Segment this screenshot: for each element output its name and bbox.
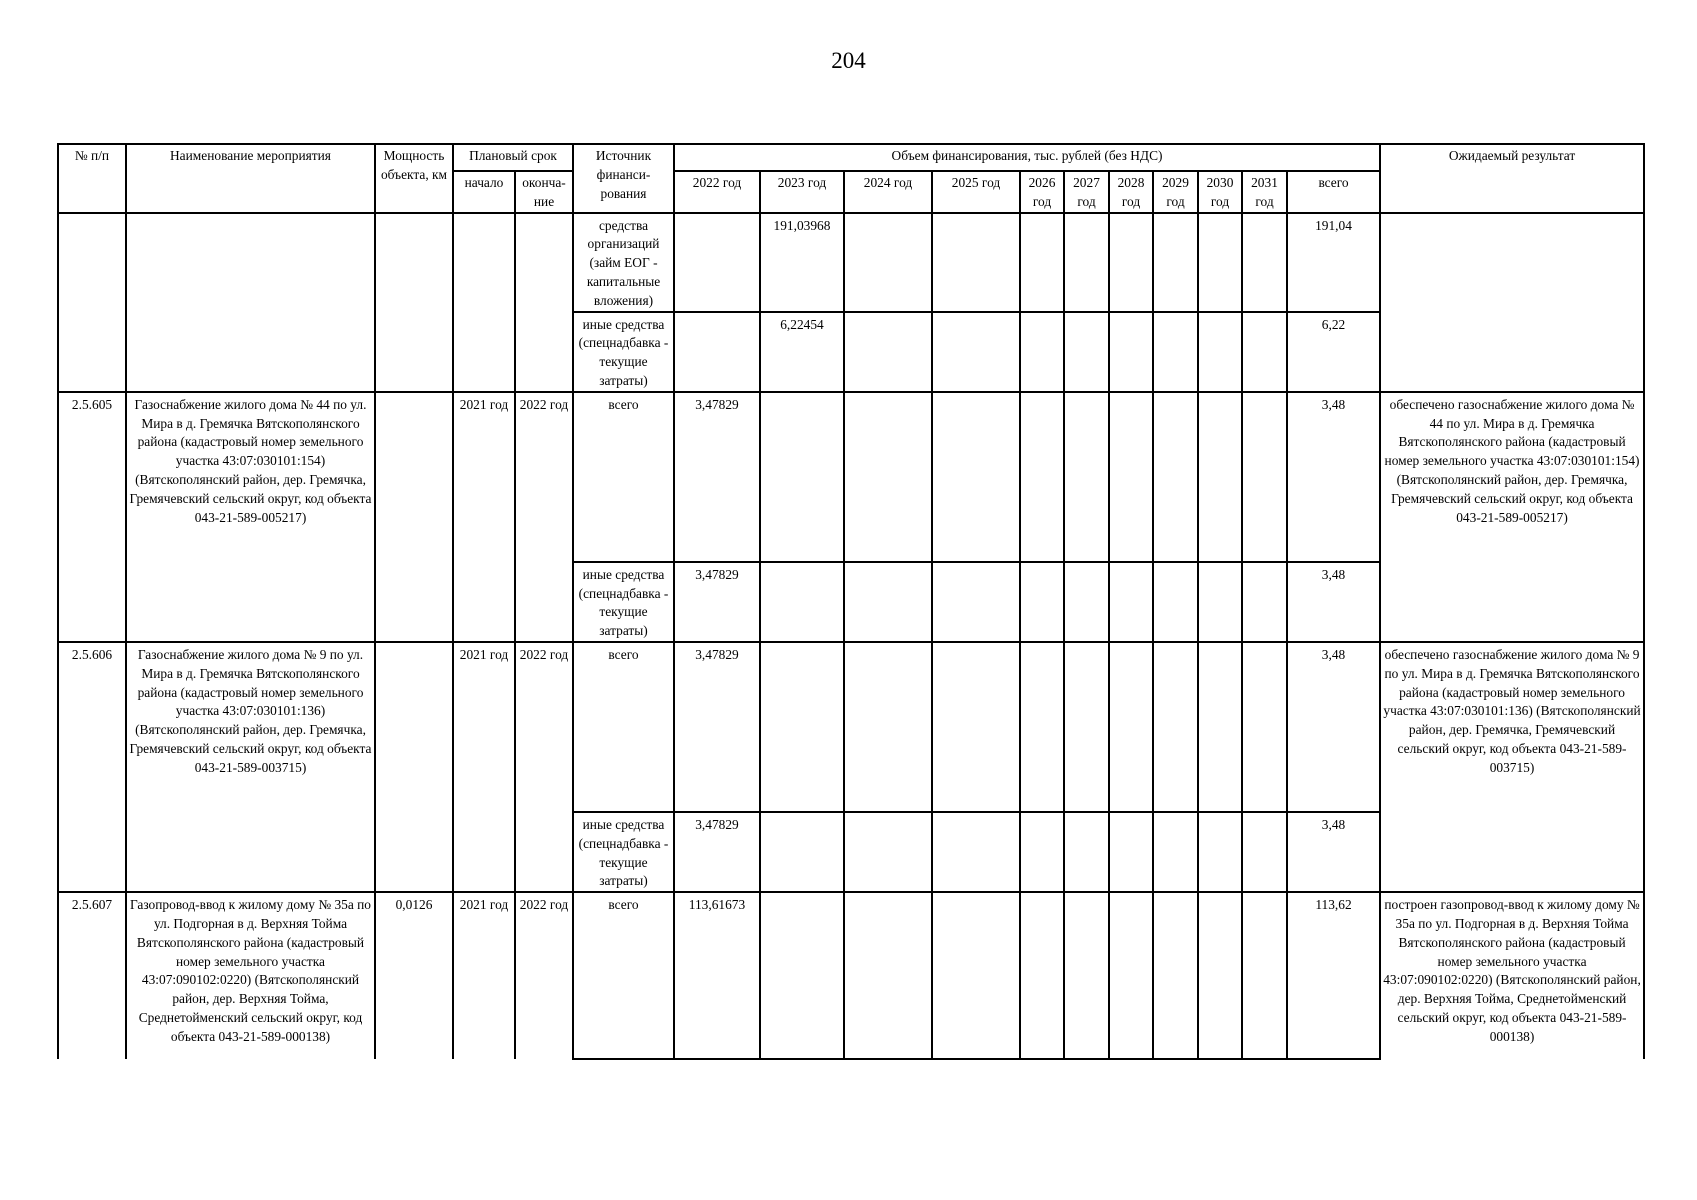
header-year: 2030 год [1198, 171, 1242, 213]
cell-source: средства организаций (займ ЕОГ - капитальные вложения) [573, 213, 674, 312]
cell-total: 6,22 [1287, 312, 1380, 392]
cell-start [453, 213, 515, 392]
cell-total: 3,48 [1287, 642, 1380, 812]
header-result: Ожидаемый результат [1380, 144, 1644, 213]
cell-result [1380, 213, 1644, 392]
cell-power: 0,0126 [375, 892, 453, 1059]
cell-end: 2022 год [515, 642, 573, 892]
cell-total: 3,48 [1287, 812, 1380, 892]
header-end: оконча-ние [515, 171, 573, 213]
cell-source: иные средства (спецнадбавка - текущие затраты) [573, 812, 674, 892]
funding-table [57, 143, 1645, 1060]
table-row [58, 392, 1644, 562]
cell-total: 3,48 [1287, 562, 1380, 642]
header-num: № п/п [58, 144, 126, 213]
header-year: 2023 год [760, 171, 844, 213]
cell-total: 113,62 [1287, 892, 1380, 1059]
cell-source: иные средства (спецнадбавка - текущие затраты) [573, 562, 674, 642]
cell-total: 3,48 [1287, 392, 1380, 562]
cell-end: 2022 год [515, 392, 573, 642]
header-source: Источник финанси-рования [573, 144, 674, 213]
header-year: 2026 год [1020, 171, 1064, 213]
cell-result: обеспечено газоснабжение жилого дома № 44 по ул. Мира в д. Гремячка Вятскополянского района (кадастровый номер земельного участка 43:07:030101:154) (Вятскополянский район, дер. Гремячка, Гремячевский сельский округ, код объекта 043-21-589-005217) [1380, 392, 1644, 642]
cell-2023: 6,22454 [760, 312, 844, 392]
cell-start: 2021 год [453, 642, 515, 892]
header-name: Наименование мероприятия [126, 144, 375, 213]
cell-source: всего [573, 392, 674, 562]
cell-source: иные средства (спецнадбавка - текущие затраты) [573, 312, 674, 392]
cell-2022: 3,47829 [674, 642, 760, 812]
header-period: Плановый срок [453, 144, 573, 171]
cell-total: 191,04 [1287, 213, 1380, 312]
header-power: Мощность объекта, км [375, 144, 453, 213]
cell-name [126, 213, 375, 392]
cell-num [58, 213, 126, 392]
table-row [58, 213, 1644, 312]
cell-2022: 3,47829 [674, 812, 760, 892]
header-year: 2025 год [932, 171, 1020, 213]
cell-num: 2.5.607 [58, 892, 126, 1059]
cell-start: 2021 год [453, 892, 515, 1059]
table-row [58, 642, 1644, 812]
header-year: 2024 год [844, 171, 932, 213]
cell-source: всего [573, 642, 674, 812]
table-row [58, 892, 1644, 1059]
cell-start: 2021 год [453, 392, 515, 642]
header-year: 2029 год [1153, 171, 1198, 213]
cell-2023: 191,03968 [760, 213, 844, 312]
cell-end: 2022 год [515, 892, 573, 1059]
cell-2022 [674, 213, 760, 312]
cell-2022 [674, 312, 760, 392]
cell-name: Газопровод-ввод к жилому дому № 35а по ул. Подгорная в д. Верхняя Тойма Вятскополянского района (кадастровый номер земельного участка 43:07:090102:0220) (Вятскополянский район, дер. Верхняя Тойма, Среднетойменский сельский округ, код объекта 043-21-589-000138) [126, 892, 375, 1059]
header-start: начало [453, 171, 515, 213]
cell-power [375, 213, 453, 392]
cell-result: обеспечено газоснабжение жилого дома № 9 по ул. Мира в д. Гремячка Вятскополянского района (кадастровый номер земельного участка 43:07:030101:136) (Вятскополянский район, дер. Гремячка, Гремячевский сельский округ, код объекта 043-21-589-003715) [1380, 642, 1644, 892]
cell-power [375, 642, 453, 892]
cell-end [515, 213, 573, 392]
cell-name: Газоснабжение жилого дома № 9 по ул. Мира в д. Гремячка Вятскополянского района (кадастровый номер земельного участка 43:07:030101:136) (Вятскополянский район, дер. Гремячка, Гремячевский сельский округ, код объекта 043-21-589-003715) [126, 642, 375, 892]
cell-2022: 3,47829 [674, 562, 760, 642]
cell-power [375, 392, 453, 642]
header-year: 2028 год [1109, 171, 1153, 213]
page-number: 204 [831, 48, 866, 73]
cell-2022: 3,47829 [674, 392, 760, 562]
cell-name: Газоснабжение жилого дома № 44 по ул. Мира в д. Гремячка Вятскополянского района (кадастровый номер земельного участка 43:07:030101:154) (Вятскополянский район, дер. Гремячка, Гремячевский сельский округ, код объекта 043-21-589-005217) [126, 392, 375, 642]
cell-2022: 113,61673 [674, 892, 760, 1059]
header-year: 2031 год [1242, 171, 1287, 213]
cell-result: построен газопровод-ввод к жилому дому № 35а по ул. Подгорная в д. Верхняя Тойма Вятскополянского района (кадастровый номер земельного участка 43:07:090102:0220) (Вятскополянский район, дер. Верхняя Тойма, Среднетойменский сельский округ, код объекта 043-21-589-000138) [1380, 892, 1644, 1059]
header-total: всего [1287, 171, 1380, 213]
cell-num: 2.5.605 [58, 392, 126, 642]
header-year: 2027 год [1064, 171, 1109, 213]
cell-num: 2.5.606 [58, 642, 126, 892]
header-year: 2022 год [674, 171, 760, 213]
header-funding: Объем финансирования, тыс. рублей (без НДС) [674, 144, 1380, 171]
cell-source: всего [573, 892, 674, 1059]
